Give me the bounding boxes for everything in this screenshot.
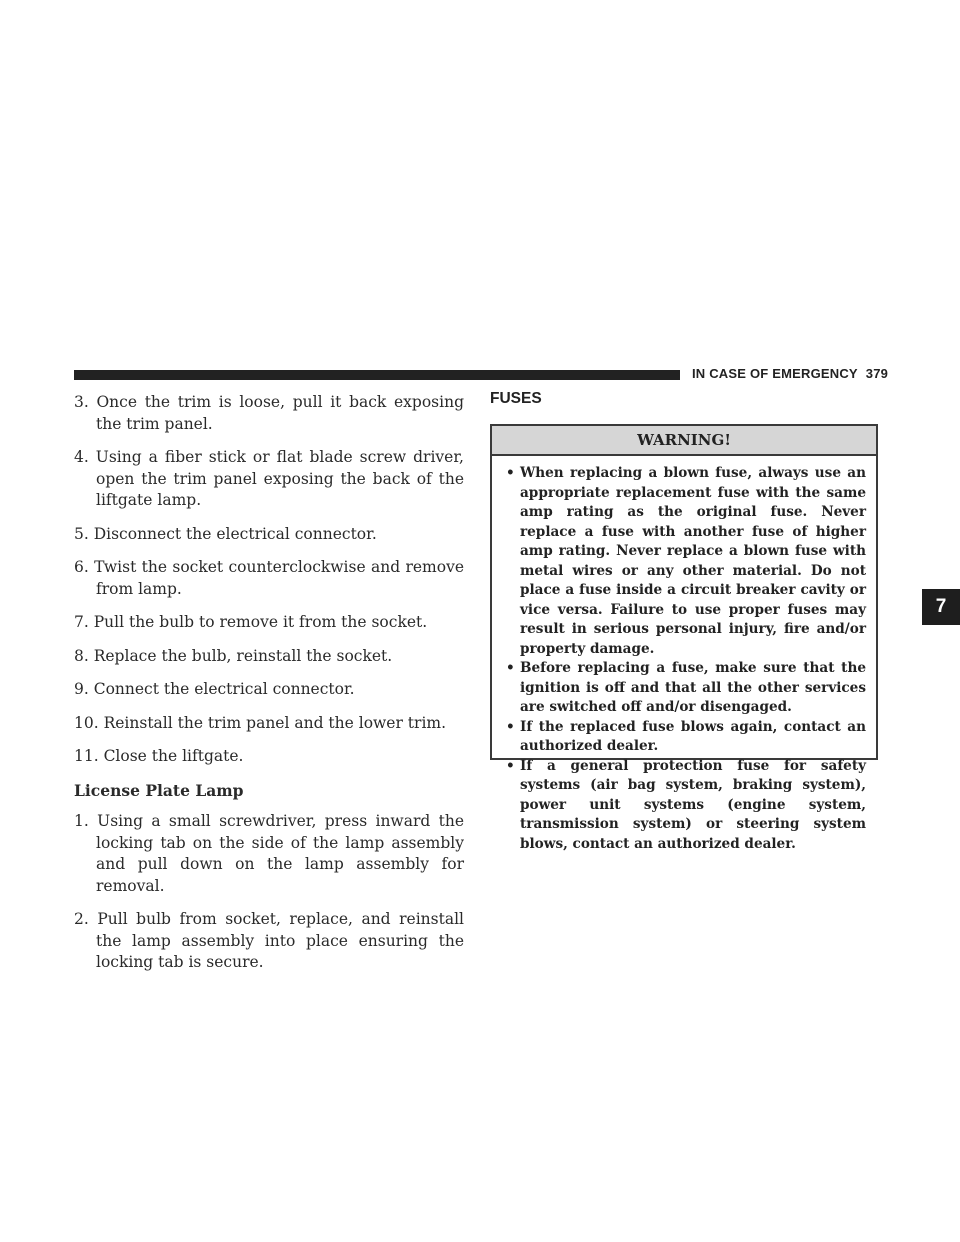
warning-item: • When replacing a blown fuse, always use an appropriate replacement fuse with the same amp rating as the original fuse. Never replace a fuse with another fuse of higher amp rating. Never replace a blown fuse with metal wires or any other material. Do not place a fuse inside a circuit breaker cavity or vice versa. Failure to use proper fuses may result in serious personal injury, fire and/or property damage. (506, 465, 866, 657)
step-11: 11. Close the liftgate. (74, 747, 244, 765)
warning-title: WARNING! (492, 426, 876, 456)
bullet-icon: • (506, 757, 515, 774)
warning-item: • If the replaced fuse blows again, contact an authorized dealer. (506, 718, 866, 754)
page-number: 379 (865, 366, 889, 381)
bullet-icon: • (506, 465, 515, 481)
warning-item: • Before replacing a fuse, make sure that the ignition is off and that all the other services are switched off and/or disengaged. (506, 660, 866, 715)
bullet-icon: • (506, 718, 515, 735)
warning-item: • If a general protection fuse for safety systems (air bag system, braking system), power unit systems (engine system, transmission system) or steering system blows, contact an authorized dealer. (506, 757, 866, 852)
running-header (692, 366, 888, 381)
step-5: 5. Disconnect the electrical connector. (74, 524, 377, 543)
left-column (74, 392, 464, 986)
warning-box (490, 424, 878, 852)
section-title: IN CASE OF EMERGENCY (692, 366, 858, 381)
step-3: 3. Once the trim is loose, pull it back exposing the trim panel. (74, 393, 464, 433)
step-10: 10. Reinstall the trim panel and the lower trim. (74, 713, 447, 732)
license-step-2: 2. Pull bulb from socket, replace, and reinstall the lamp assembly into place ensuring the locking tab is secure. (74, 910, 464, 971)
bullet-icon: • (506, 660, 515, 676)
step-9: 9. Connect the electrical connector. (74, 680, 355, 698)
step-4: 4. Using a fiber stick or flat blade screw driver, open the trim panel exposing the back of the liftgate lamp. (74, 448, 464, 509)
step-7: 7. Pull the bulb to remove it from the socket. (74, 613, 428, 631)
step-8: 8. Replace the bulb, reinstall the socket. (74, 646, 393, 665)
fuses-heading: FUSES (490, 390, 542, 407)
header-rule (74, 370, 680, 380)
warning-list (492, 456, 876, 854)
license-step-1: 1. Using a small screwdriver, press inward the locking tab on the side of the lamp assembly and pull down on the lamp assembly for removal. (74, 812, 464, 895)
chapter-tab: 7 (922, 589, 960, 625)
step-6: 6. Twist the socket counterclockwise and remove from lamp. (74, 558, 464, 598)
license-plate-heading: License Plate Lamp (74, 780, 244, 800)
